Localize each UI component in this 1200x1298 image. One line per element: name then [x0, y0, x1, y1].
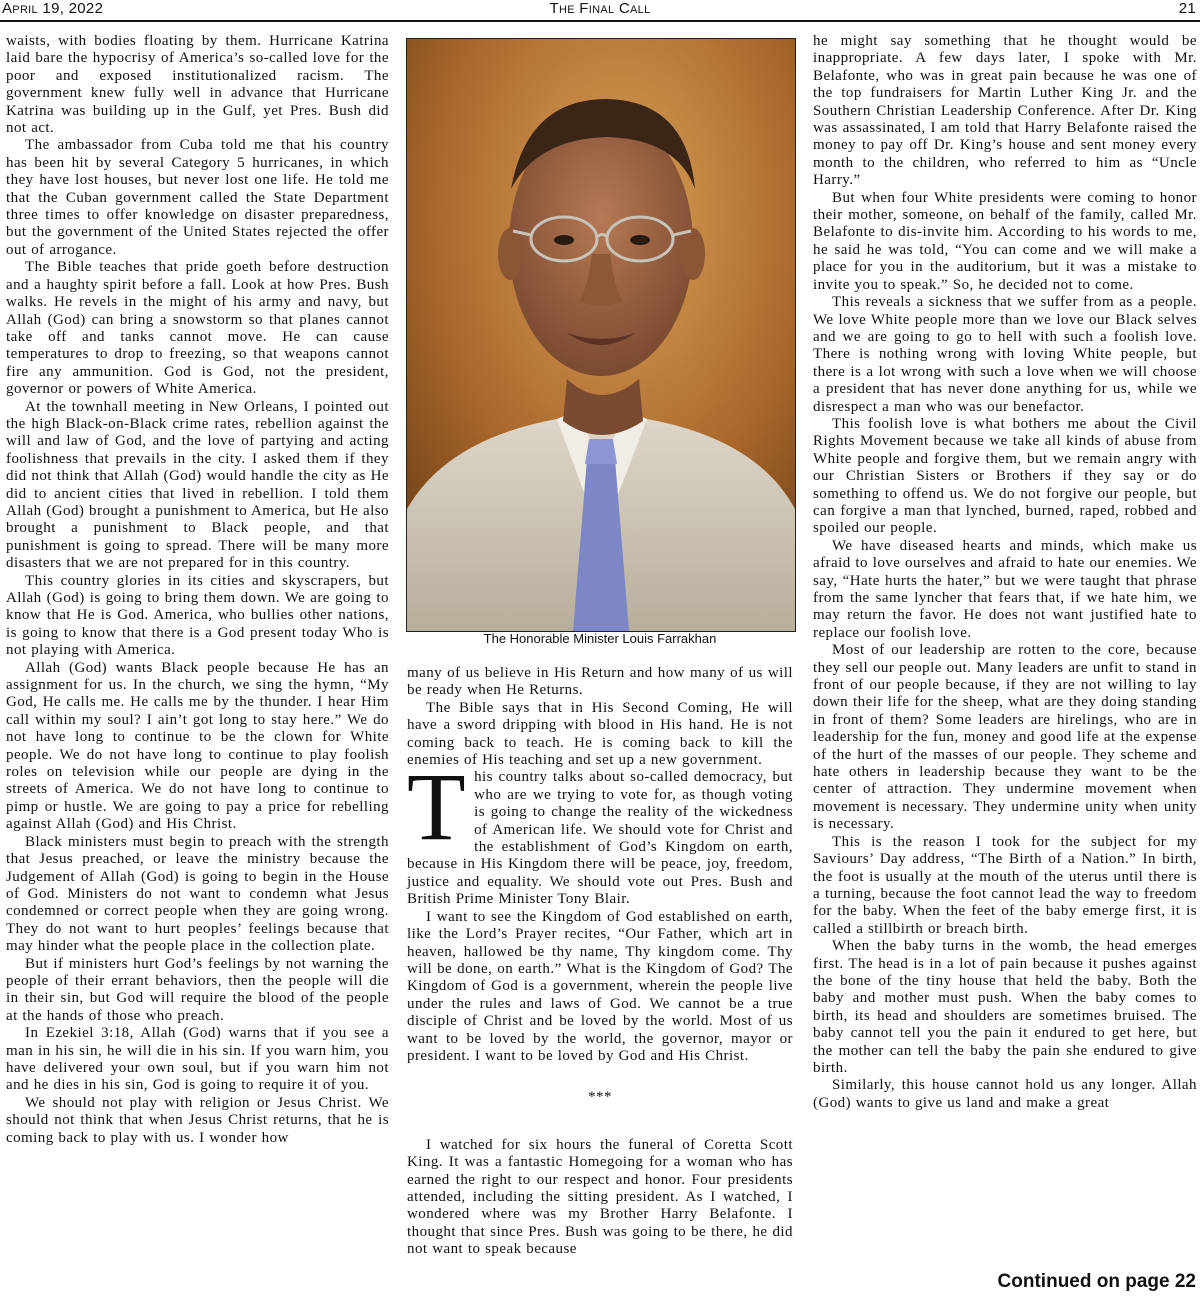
portrait-photo	[406, 38, 796, 632]
issue-date: April 19, 2022	[2, 0, 104, 17]
paragraph: Most of our leadership are rotten to the core, because they sell our people out. Many leaders are unfit to stand in front of our people because, if they are not willing to lay down their life for the sheep, what are they doing standing in front of them? Some leaders are hirelings, who are in leadership for the fun, money and good life at the expense of the hurt of the masses of our people. They scheme and hate others in leadership because they want to be the center of attraction. They undermine movement when movement is necessary. They undermine unity when unity is necessary.	[813, 642, 1197, 833]
paragraph: Black ministers must begin to preach with the strength that Jesus preached, or leave the ministry because the Judgement of Allah (God) is going to begin in the House of God. Ministers do not want to condemn what Jesus condemned or correct people when they are going wrong. They do not want to hurt peoples’ feelings because that may hinder what the people place in the collection plate.	[6, 833, 389, 955]
paragraph: At the townhall meeting in New Orleans, I pointed out the high Black-on-Black crime rates, rebellion against the will and law of God, and the love of partying and acting foolishness that prevails in the city. I asked them if they did not think that Allah (God) would handle the city as He did to ancient cities that lived in rebellion. I told them Allah (God) brought a punishment to America, but He also brought a punishment to Black people, and that punishment is going to spread. There will be many more disasters that we are not prepared for in this country.	[6, 398, 389, 572]
paragraph: I want to see the Kingdom of God established on earth, like the Lord’s Prayer recites, “Our Father, which art in heaven, hallowed be thy name, Thy kingdom come. Thy will be done, on earth.” What is the Kingdom of God? The Kingdom of God is a government, wherein the people live under the rules and laws of God. We cannot be a true disciple of Christ and be loved by the world. Most of us want to be loved by the world, the governor, mayor or president. I want to be loved by God and His Christ.	[407, 908, 793, 1064]
paragraph: But when four White presidents were coming to honor their mother, someone, on behalf of the family, called Mr. Belafonte to dis-invite him. According to his words to me, he said he was told, “You can come and we will make a place for you in the auditorium, but it was a mistake to invite you to speak.” So, he decided not to come.	[813, 189, 1197, 293]
paragraph: I watched for six hours the funeral of Coretta Scott King. It was a fantastic Homegoing for a woman who has earned the right to our respect and honor. Four presidents attended, including the sitting president. As I watched, I wondered where was my Brother Harry Belafonte. I thought that since Pres. Bush was going to be there, he did not want to speak because	[407, 1136, 793, 1258]
column-middle	[407, 665, 793, 1259]
paragraph: This reveals a sickness that we suffer from as a people. We love White people more than we love our Black selves and we are going to go to hell with such a foolish love. There is nothing wrong with loving White people, but there is a lot wrong with such a love when we will choose a president that has never done anything for us, while we disrespect a man who was our benefactor.	[813, 294, 1197, 415]
dropcap-paragraph-text: his country talks about so-called democracy, but who are we trying to vote for, as though voting is going to change the reality of the wickedness of American life. We should vote for Christ and the establishment of God’s Kingdom on earth, because in His Kingdom there will be peace, joy, freedom, justice and equality. We should vote out Pres. Bush and British Prime Minister Tony Blair.	[407, 769, 793, 908]
page-number: 21	[1178, 0, 1196, 17]
paragraph: waists, with bodies floating by them. Hurricane Katrina laid bare the hypocrisy of America’s so-called love for the poor and exposed institutionalized racism. The government knew fully well in advance that Hurricane Katrina was building up in the Gulf, yet Pres. Bush did not act.	[6, 33, 389, 137]
photo-caption: The Honorable Minister Louis Farrakhan	[483, 631, 717, 646]
paragraph: This country glories in its cities and skyscrapers, but Allah (God) is going to bring them down. We are going to know that He is God. America, who bullies other nations, is going to know that there is a God present today Who is not playing with America.	[6, 572, 389, 659]
paragraph: This is the reason I took for the subject for my Saviours’ Day address, “The Birth of a Nation.” In birth, the foot is usually at the mouth of the uterus until there is a turning, because the foot cannot lead the way to freedom for the baby. When the feet of the baby emerge first, it is called a stillbirth or breach birth.	[813, 833, 1197, 937]
paragraph: The ambassador from Cuba told me that his country has been hit by several Category 5 hurricanes, in which they have lost houses, but never lost one life. He told me that the Cuban government called the State Department three times to offer knowledge on disaster preparedness, but the government of the United States rejected the offer out of arrogance.	[6, 137, 389, 258]
paragraph: Similarly, this house cannot hold us any longer. Allah (God) wants to give us land and make a great	[813, 1077, 1197, 1111]
paragraph: We should not play with religion or Jesus Christ. We should not think that when Jesus Christ returns, that he is coming back to play with us. I wonder how	[6, 1094, 389, 1146]
page-header	[0, 0, 1200, 22]
column-right	[813, 33, 1197, 1112]
paragraph: This foolish love is what bothers me about the Civil Rights Movement because we take all kinds of abuse from White people and forgive them, but we remain angry with our Christian Sisters or Brothers if they say or do something to offend us. We do not forgive our people, but can forgive a man that lynched, burned, raped, robbed and spoiled our people.	[813, 415, 1197, 537]
paragraph: The Bible says that in His Second Coming, He will have a sword dripping with blood in His hand. He is not coming back to teach. He is coming back to kill the enemies of His teaching and set up a new government.	[407, 699, 793, 769]
dropcap-paragraph	[407, 753, 793, 908]
paragraph: he might say something that he thought would be inappropriate. A few days later, I spoke with Mr. Belafonte, who was in great pain because he was one of the top fundraisers for Martin Luther King Jr. and the Southern Christian Leadership Conference. After Dr. King was assassinated, I am told that Harry Belafonte raised the money to pay off Dr. King’s house and sent money every month to the children, who referred to him as “Uncle Harry.”	[813, 33, 1197, 189]
paragraph: many of us believe in His Return and how many of us will be ready when He Returns.	[407, 665, 793, 699]
portrait-illustration	[407, 39, 795, 631]
paragraph: Allah (God) wants Black people because He has an assignment for us. In the church, we sing the hymn, “My God, He calls me. He calls me by the thunder. I hear Him call within my soul? I ain’t got long to stay here.” We do not have long to continue to be the clown for White people. We do not have long to continue to play foolish roles on television while our people are dying in the streets of America. We do not have long to continue to pimp or hustle. We are going to pay a price for rebelling against Allah (God) and His Christ.	[6, 659, 389, 833]
drop-cap-letter: T	[407, 753, 467, 861]
paragraph: The Bible teaches that pride goeth before destruction and a haughty spirit before a fall. Look at how Pres. Bush walks. He revels in the might of his army and navy, but Allah (God) can bring a snowstorm so that planes cannot take off and tanks cannot move. He can cause temperatures to drop to freezing, so that weapons cannot fire any ammunition. God is God, not the president, governor or powers of White America.	[6, 259, 389, 398]
paragraph: But if ministers hurt God’s feelings by not warning the people of their errant behaviors, then the people will die in their sin, but God will require the blood of the people at the hands of those who preach.	[6, 955, 389, 1024]
paragraph: We have diseased hearts and minds, which make us afraid to love ourselves and afraid to hate our enemies. We say, “Hate hurts the hater,” but we were taught that phrase from the same lyncher that fears that, if we hate him, we may return the favor. He does not want justified hate to replace our foolish love.	[813, 537, 1197, 641]
section-separator: ***	[588, 1089, 612, 1106]
continued-on-page-link[interactable]: Continued on page 22	[997, 1271, 1196, 1292]
paragraph: In Ezekiel 3:18, Allah (God) warns that if you see a man in his sin, he will die in his sin. If you warn him, you have delivered your own soul, but if you warn him not and he dies in his sin, God is going to require it of you.	[6, 1025, 389, 1094]
publication-title: The Final Call	[549, 0, 651, 17]
paragraph: When the baby turns in the womb, the head emerges first. The head is in a lot of pain because it pushes against the bone of the tiny house that held the baby. Both the baby and mother must push. When the baby comes to birth, its head and shoulders are sometimes bruised. The baby cannot tell you the pain it endured to get here, but the mother can tell the baby the pain she endured to give birth.	[813, 938, 1197, 1076]
column-left	[6, 33, 389, 1147]
